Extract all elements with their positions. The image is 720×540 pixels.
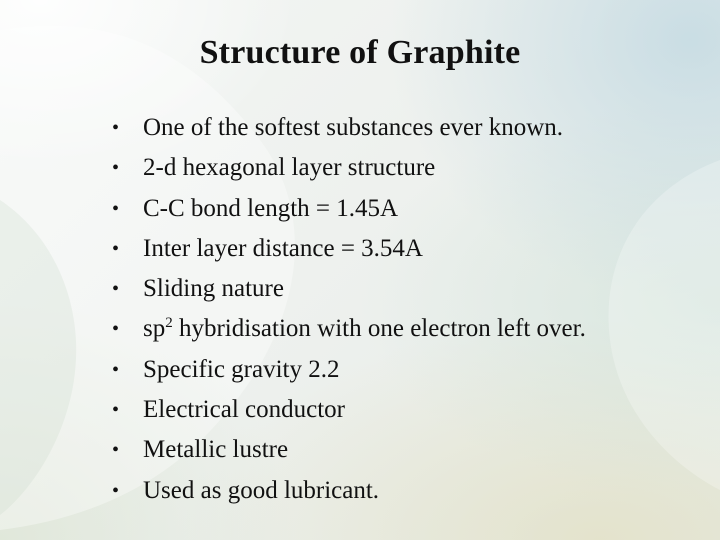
bullet-text: Inter layer distance = 3.54A — [143, 234, 423, 262]
bullet-point-icon: • — [112, 439, 120, 462]
bullet-text: 2-d hexagonal layer structure — [143, 154, 436, 182]
bullet-point-icon: • — [112, 318, 120, 341]
bullet-text: Sliding nature — [143, 275, 284, 303]
bullet-point-icon: • — [112, 237, 120, 260]
bullet-text: Used as good lubricant. — [143, 476, 380, 504]
bullet-text: Metallic lustre — [143, 436, 289, 464]
bullet-point-icon: • — [112, 399, 120, 422]
bullet-text: C-C bond length = 1.45A — [143, 194, 399, 222]
superscript-2: 2 — [165, 315, 173, 332]
bullet-point-icon: • — [112, 117, 120, 139]
hybridisation-suffix: hybridisation with one electron left over. — [172, 315, 586, 343]
bullet-point-icon: • — [112, 157, 120, 180]
slide-title-text: Structure of Graphite — [199, 34, 521, 71]
bullet-text: One of the softest substances ever known. — [143, 114, 564, 141]
bullet-point-icon: • — [112, 197, 120, 220]
hybridisation-prefix: sp — [143, 315, 166, 343]
slide-title — [0, 34, 720, 72]
bullet-point-icon: • — [112, 278, 120, 301]
bullet-point-icon: • — [112, 358, 120, 381]
bullet-text: Electrical conductor — [143, 396, 345, 424]
bullet-text: Specific gravity 2.2 — [143, 355, 340, 383]
bullet-point-icon: • — [112, 479, 120, 502]
bullet-text-hybridisation — [143, 309, 586, 349]
